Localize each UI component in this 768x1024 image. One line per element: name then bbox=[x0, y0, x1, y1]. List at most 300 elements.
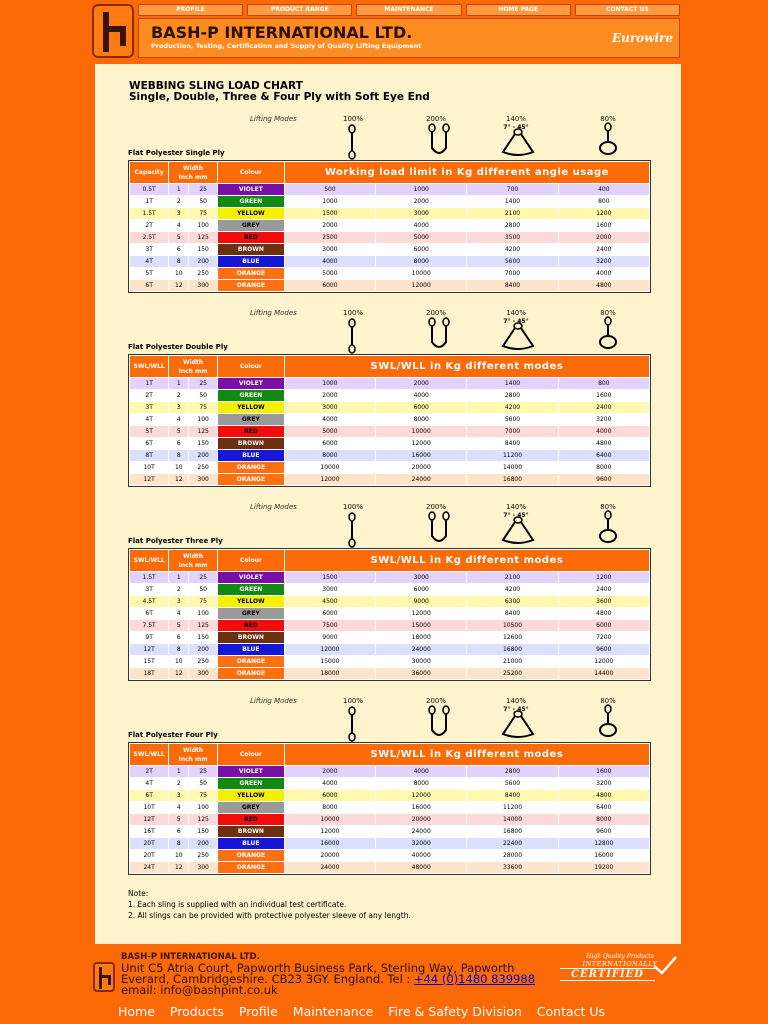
wll-cell: 8400 bbox=[467, 280, 557, 291]
top-nav bbox=[138, 4, 680, 16]
width-inch-cell: 10 bbox=[169, 268, 188, 279]
wll-cell: 12000 bbox=[285, 826, 375, 837]
nav-contact-us[interactable]: CONTACT US bbox=[575, 4, 680, 16]
cert-line-2: INTERNATIONALLY bbox=[582, 960, 658, 968]
table-row bbox=[130, 838, 649, 849]
wll-cell: 8000 bbox=[285, 450, 375, 461]
wll-cell: 1000 bbox=[285, 378, 375, 389]
table-row bbox=[130, 208, 649, 219]
width-header bbox=[169, 356, 217, 377]
width-mm-cell: 125 bbox=[189, 620, 217, 631]
width-inch-cell: 10 bbox=[169, 462, 188, 473]
colour-cell: ORANGE bbox=[218, 268, 284, 279]
width-mm-cell: 100 bbox=[189, 802, 217, 813]
width-inch-cell: 12 bbox=[169, 668, 188, 679]
wll-cell: 11200 bbox=[467, 450, 557, 461]
wll-cell: 4000 bbox=[559, 268, 649, 279]
wll-cell: 25200 bbox=[467, 668, 557, 679]
wll-cell: 3600 bbox=[559, 596, 649, 607]
capacity-cell: 2.5T bbox=[130, 232, 168, 243]
width-mm-cell: 50 bbox=[189, 778, 217, 789]
load-table bbox=[128, 354, 651, 487]
wll-cell: 1600 bbox=[559, 766, 649, 777]
eurowire-brand: Eurowire bbox=[611, 31, 673, 45]
page-subtitle: Single, Double, Three & Four Ply with Soft Eye End bbox=[129, 91, 430, 103]
mode-percent: 100% bbox=[342, 115, 363, 123]
colour-cell: RED bbox=[218, 426, 284, 437]
width-inch-cell: 2 bbox=[169, 584, 188, 595]
width-mm-cell: 100 bbox=[189, 608, 217, 619]
wll-header: SWL/WLL in Kg different modes bbox=[285, 550, 649, 571]
table-row bbox=[130, 814, 649, 825]
wll-cell: 12000 bbox=[285, 474, 375, 485]
capacity-cell: 20T bbox=[130, 838, 168, 849]
lifting-modes-label: Lifting Modes bbox=[250, 309, 297, 317]
width-mm-cell: 75 bbox=[189, 790, 217, 801]
table-row bbox=[130, 644, 649, 655]
capacity-cell: 4.5T bbox=[130, 596, 168, 607]
wll-cell: 15000 bbox=[376, 620, 466, 631]
wll-cell: 12000 bbox=[285, 644, 375, 655]
wll-cell: 24000 bbox=[376, 644, 466, 655]
capacity-cell: 12T bbox=[130, 474, 168, 485]
choke-lift-icon bbox=[596, 316, 620, 356]
nav-product-range[interactable]: PRODUCT RANGE bbox=[247, 4, 352, 16]
wll-cell: 4000 bbox=[559, 426, 649, 437]
wll-cell: 4800 bbox=[559, 280, 649, 291]
wll-cell: 5600 bbox=[467, 256, 557, 267]
inch-mm-label: Inch mm bbox=[178, 173, 208, 181]
page-title: WEBBING SLING LOAD CHART bbox=[129, 80, 303, 92]
table-row bbox=[130, 802, 649, 813]
width-mm-cell: 75 bbox=[189, 596, 217, 607]
width-inch-cell: 2 bbox=[169, 196, 188, 207]
colour-header: Colour bbox=[218, 744, 284, 765]
wll-cell: 1200 bbox=[559, 572, 649, 583]
nav-profile[interactable]: PROFILE bbox=[138, 4, 243, 16]
wll-cell: 10000 bbox=[376, 268, 466, 279]
colour-cell: BROWN bbox=[218, 826, 284, 837]
colour-cell: ORANGE bbox=[218, 668, 284, 679]
width-mm-cell: 250 bbox=[189, 268, 217, 279]
wll-cell: 22400 bbox=[467, 838, 557, 849]
wll-cell: 8000 bbox=[559, 814, 649, 825]
table-row bbox=[130, 244, 649, 255]
footer-nav bbox=[118, 1004, 605, 1019]
wll-cell: 5600 bbox=[467, 414, 557, 425]
wll-cell: 9600 bbox=[559, 474, 649, 485]
capacity-cell: 15T bbox=[130, 656, 168, 667]
table-row bbox=[130, 256, 649, 267]
colour-cell: GREEN bbox=[218, 778, 284, 789]
wll-cell: 7000 bbox=[467, 268, 557, 279]
wll-cell: 12000 bbox=[376, 280, 466, 291]
wll-cell: 18000 bbox=[376, 632, 466, 643]
wll-cell: 32000 bbox=[376, 838, 466, 849]
wll-cell: 16800 bbox=[467, 644, 557, 655]
width-header bbox=[169, 744, 217, 765]
colour-cell: GREY bbox=[218, 414, 284, 425]
wll-cell: 3000 bbox=[376, 208, 466, 219]
table-row bbox=[130, 862, 649, 873]
width-mm-cell: 125 bbox=[189, 426, 217, 437]
footer-address-text: Unit C5 Atria Court, Papworth Business Park, Sterling Way, Papworth Everard, Cambridgeshire. CB23 3GY. England. Tel : bbox=[121, 961, 515, 986]
angled-lift-icon bbox=[498, 128, 538, 162]
wll-cell: 2400 bbox=[559, 584, 649, 595]
wll-cell: 6000 bbox=[376, 402, 466, 413]
capacity-cell: 2T bbox=[130, 390, 168, 401]
footer-logo bbox=[93, 962, 115, 992]
wll-cell: 3000 bbox=[285, 402, 375, 413]
capacity-cell: 0.5T bbox=[130, 184, 168, 195]
colour-cell: BROWN bbox=[218, 632, 284, 643]
wll-cell: 1200 bbox=[559, 208, 649, 219]
wll-cell: 4200 bbox=[467, 402, 557, 413]
capacity-cell: 9T bbox=[130, 632, 168, 643]
wll-cell: 12000 bbox=[559, 656, 649, 667]
checkmark-icon bbox=[652, 955, 678, 975]
wll-header: SWL/WLL in Kg different modes bbox=[285, 356, 649, 377]
wll-cell: 36000 bbox=[376, 668, 466, 679]
width-inch-cell: 6 bbox=[169, 244, 188, 255]
wll-cell: 800 bbox=[559, 196, 649, 207]
wll-cell: 1500 bbox=[285, 572, 375, 583]
width-inch-cell: 4 bbox=[169, 608, 188, 619]
wll-cell: 8000 bbox=[559, 462, 649, 473]
mode-percent: 140% bbox=[505, 503, 526, 511]
wll-cell: 500 bbox=[285, 184, 375, 195]
wll-cell: 6000 bbox=[285, 438, 375, 449]
width-inch-cell: 12 bbox=[169, 474, 188, 485]
angle-range-label: 7° - 45° bbox=[503, 706, 529, 713]
width-mm-cell: 150 bbox=[189, 244, 217, 255]
table-row bbox=[130, 184, 649, 195]
nav-maintenance[interactable]: MAINTENANCE bbox=[356, 4, 461, 16]
angle-range-label: 7° - 45° bbox=[503, 318, 529, 325]
wll-cell: 4800 bbox=[559, 608, 649, 619]
angled-lift-icon bbox=[498, 516, 538, 550]
wll-cell: 4800 bbox=[559, 438, 649, 449]
load-table bbox=[128, 742, 651, 875]
width-inch-cell: 6 bbox=[169, 632, 188, 643]
width-inch-cell: 5 bbox=[169, 232, 188, 243]
wll-cell: 2800 bbox=[467, 766, 557, 777]
colour-cell: GREY bbox=[218, 608, 284, 619]
width-inch-cell: 3 bbox=[169, 402, 188, 413]
cert-line-1: High Quality Products bbox=[586, 953, 654, 960]
colour-cell: YELLOW bbox=[218, 790, 284, 801]
wll-cell: 4000 bbox=[376, 220, 466, 231]
company-tagline: Production, Testing, Certification and Supply of Quality Lifting Equipment bbox=[151, 42, 422, 50]
wll-cell: 11200 bbox=[467, 802, 557, 813]
width-inch-cell: 12 bbox=[169, 862, 188, 873]
table-row bbox=[130, 668, 649, 679]
colour-cell: RED bbox=[218, 814, 284, 825]
width-inch-cell: 5 bbox=[169, 426, 188, 437]
wll-cell: 5000 bbox=[376, 232, 466, 243]
wll-cell: 800 bbox=[559, 378, 649, 389]
wll-cell: 2000 bbox=[559, 232, 649, 243]
width-inch-cell: 10 bbox=[169, 656, 188, 667]
table-row bbox=[130, 390, 649, 401]
lifting-modes-label: Lifting Modes bbox=[250, 503, 297, 511]
width-mm-cell: 75 bbox=[189, 402, 217, 413]
wll-cell: 5600 bbox=[467, 778, 557, 789]
wll-cell: 5000 bbox=[285, 426, 375, 437]
footer-link-products[interactable]: Products bbox=[169, 1004, 224, 1019]
table-header-row bbox=[130, 162, 649, 183]
capacity-cell: 1.5T bbox=[130, 208, 168, 219]
wll-cell: 12000 bbox=[376, 438, 466, 449]
width-mm-cell: 125 bbox=[189, 814, 217, 825]
capacity-cell: 5T bbox=[130, 426, 168, 437]
section-title: Flat Polyester Three Ply bbox=[128, 537, 223, 545]
footer-email: email: info@bashpint.co.uk bbox=[121, 983, 278, 997]
colour-header: Colour bbox=[218, 162, 284, 183]
width-mm-cell: 150 bbox=[189, 826, 217, 837]
table-row bbox=[130, 584, 649, 595]
wll-cell: 24000 bbox=[285, 862, 375, 873]
wll-cell: 15000 bbox=[285, 656, 375, 667]
wll-cell: 9600 bbox=[559, 644, 649, 655]
choke-lift-icon bbox=[596, 704, 620, 744]
width-label: Width bbox=[183, 552, 204, 560]
wll-cell: 4800 bbox=[559, 790, 649, 801]
colour-cell: ORANGE bbox=[218, 862, 284, 873]
vertical-lift-icon bbox=[341, 318, 363, 358]
choke-lift-icon bbox=[596, 122, 620, 162]
width-mm-cell: 200 bbox=[189, 450, 217, 461]
colour-cell: YELLOW bbox=[218, 596, 284, 607]
width-mm-cell: 25 bbox=[189, 766, 217, 777]
wll-cell: 1500 bbox=[285, 208, 375, 219]
width-label: Width bbox=[183, 746, 204, 754]
mode-percent: 140% bbox=[505, 115, 526, 123]
width-inch-cell: 1 bbox=[169, 184, 188, 195]
footer-link-home[interactable]: Home bbox=[118, 1004, 155, 1019]
width-inch-cell: 1 bbox=[169, 766, 188, 777]
wll-cell: 10000 bbox=[285, 814, 375, 825]
wll-cell: 2500 bbox=[285, 232, 375, 243]
width-mm-cell: 125 bbox=[189, 232, 217, 243]
wll-cell: 2000 bbox=[376, 196, 466, 207]
angle-range-label: 7° - 45° bbox=[503, 124, 529, 131]
colour-cell: VIOLET bbox=[218, 766, 284, 777]
wll-cell: 2000 bbox=[285, 390, 375, 401]
wll-cell: 28000 bbox=[467, 850, 557, 861]
capacity-cell: 2T bbox=[130, 220, 168, 231]
section-title: Flat Polyester Single Ply bbox=[128, 149, 225, 157]
width-mm-cell: 200 bbox=[189, 838, 217, 849]
width-inch-cell: 12 bbox=[169, 280, 188, 291]
table-row bbox=[130, 232, 649, 243]
wll-cell: 2100 bbox=[467, 572, 557, 583]
nav-home-page[interactable]: HOME PAGE bbox=[466, 4, 571, 16]
colour-cell: RED bbox=[218, 620, 284, 631]
wll-cell: 10000 bbox=[376, 426, 466, 437]
section-title: Flat Polyester Double Ply bbox=[128, 343, 228, 351]
colour-cell: GREY bbox=[218, 220, 284, 231]
basket-lift-icon bbox=[424, 510, 454, 550]
footer-link-profile[interactable]: Profile bbox=[238, 1004, 278, 1019]
wll-cell: 9600 bbox=[559, 826, 649, 837]
wll-cell: 48000 bbox=[376, 862, 466, 873]
table-row bbox=[130, 450, 649, 461]
width-inch-cell: 6 bbox=[169, 438, 188, 449]
mode-percent: 80% bbox=[600, 115, 616, 123]
mode-percent: 140% bbox=[505, 697, 526, 705]
wll-cell: 4000 bbox=[376, 390, 466, 401]
wll-cell: 12800 bbox=[559, 838, 649, 849]
colour-cell: GREEN bbox=[218, 584, 284, 595]
capacity-header: SWL/WLL bbox=[130, 356, 168, 377]
width-inch-cell: 1 bbox=[169, 572, 188, 583]
width-label: Width bbox=[183, 358, 204, 366]
basket-lift-icon bbox=[424, 316, 454, 356]
wll-cell: 1400 bbox=[467, 378, 557, 389]
colour-cell: VIOLET bbox=[218, 572, 284, 583]
wll-cell: 10500 bbox=[467, 620, 557, 631]
wll-cell: 8000 bbox=[285, 802, 375, 813]
capacity-cell: 24T bbox=[130, 862, 168, 873]
mode-percent: 100% bbox=[342, 697, 363, 705]
wll-cell: 7000 bbox=[467, 426, 557, 437]
colour-cell: BROWN bbox=[218, 438, 284, 449]
colour-cell: YELLOW bbox=[218, 208, 284, 219]
wll-cell: 4500 bbox=[285, 596, 375, 607]
wll-cell: 4000 bbox=[285, 778, 375, 789]
capacity-cell: 3T bbox=[130, 402, 168, 413]
wll-cell: 12600 bbox=[467, 632, 557, 643]
wll-cell: 3000 bbox=[285, 244, 375, 255]
wll-cell: 4200 bbox=[467, 244, 557, 255]
wll-cell: 5000 bbox=[285, 268, 375, 279]
footer-address bbox=[121, 963, 541, 996]
table-row bbox=[130, 280, 649, 291]
table-row bbox=[130, 656, 649, 667]
width-header bbox=[169, 162, 217, 183]
wll-cell: 6000 bbox=[559, 620, 649, 631]
wll-cell: 1600 bbox=[559, 390, 649, 401]
table-row bbox=[130, 402, 649, 413]
colour-cell: BLUE bbox=[218, 450, 284, 461]
angled-lift-icon bbox=[498, 322, 538, 356]
wll-cell: 3200 bbox=[559, 778, 649, 789]
lifting-modes-label: Lifting Modes bbox=[250, 697, 297, 705]
vertical-lift-icon bbox=[341, 124, 363, 164]
table-header-row bbox=[130, 744, 649, 765]
width-mm-cell: 300 bbox=[189, 862, 217, 873]
width-inch-cell: 2 bbox=[169, 778, 188, 789]
colour-cell: VIOLET bbox=[218, 378, 284, 389]
wll-cell: 9000 bbox=[285, 632, 375, 643]
colour-cell: YELLOW bbox=[218, 402, 284, 413]
note-2: 2. All slings can be provided with protective polyester sleeve of any length. bbox=[128, 911, 411, 920]
wll-cell: 1600 bbox=[559, 220, 649, 231]
capacity-cell: 10T bbox=[130, 462, 168, 473]
capacity-cell: 6T bbox=[130, 608, 168, 619]
load-table bbox=[128, 548, 651, 681]
choke-lift-icon bbox=[596, 510, 620, 550]
cert-line-3: CERTIFIED bbox=[560, 968, 655, 981]
wll-cell: 16000 bbox=[559, 850, 649, 861]
lifting-modes-label: Lifting Modes bbox=[250, 115, 297, 123]
capacity-cell: 4T bbox=[130, 414, 168, 425]
note-heading: Note: bbox=[128, 889, 149, 898]
width-mm-cell: 250 bbox=[189, 462, 217, 473]
wll-cell: 20000 bbox=[285, 850, 375, 861]
wll-cell: 16800 bbox=[467, 826, 557, 837]
footer-link-maintenance[interactable]: Maintenance bbox=[292, 1004, 374, 1019]
colour-cell: ORANGE bbox=[218, 656, 284, 667]
mode-percent: 80% bbox=[600, 697, 616, 705]
wll-cell: 6000 bbox=[376, 244, 466, 255]
width-mm-cell: 50 bbox=[189, 390, 217, 401]
wll-cell: 4000 bbox=[285, 414, 375, 425]
mode-percent: 100% bbox=[342, 309, 363, 317]
width-inch-cell: 8 bbox=[169, 644, 188, 655]
load-table bbox=[128, 160, 651, 293]
width-inch-cell: 8 bbox=[169, 256, 188, 267]
wll-cell: 6000 bbox=[285, 608, 375, 619]
colour-cell: GREY bbox=[218, 802, 284, 813]
colour-cell: ORANGE bbox=[218, 474, 284, 485]
capacity-cell: 10T bbox=[130, 802, 168, 813]
footer-link-fire-safety[interactable]: Fire & Safety Division bbox=[388, 1004, 522, 1019]
colour-cell: BLUE bbox=[218, 838, 284, 849]
width-inch-cell: 5 bbox=[169, 620, 188, 631]
wll-cell: 14000 bbox=[467, 814, 557, 825]
wll-cell: 9000 bbox=[376, 596, 466, 607]
footer-tel-link[interactable]: +44 (0)1480 839988 bbox=[413, 972, 536, 986]
wll-header: Working load limit in Kg different angle usage bbox=[285, 162, 649, 183]
width-mm-cell: 300 bbox=[189, 280, 217, 291]
footer-link-contact-us[interactable]: Contact Us bbox=[536, 1004, 606, 1019]
capacity-cell: 1T bbox=[130, 378, 168, 389]
colour-cell: GREEN bbox=[218, 196, 284, 207]
width-inch-cell: 5 bbox=[169, 814, 188, 825]
colour-cell: ORANGE bbox=[218, 280, 284, 291]
table-row bbox=[130, 632, 649, 643]
wll-cell: 3200 bbox=[559, 414, 649, 425]
table-row bbox=[130, 620, 649, 631]
colour-cell: BLUE bbox=[218, 256, 284, 267]
footer-company-name: BASH-P INTERNATIONAL LTD. bbox=[121, 952, 260, 962]
wll-cell: 8400 bbox=[467, 790, 557, 801]
table-row bbox=[130, 608, 649, 619]
width-inch-cell: 3 bbox=[169, 596, 188, 607]
wll-cell: 2000 bbox=[285, 220, 375, 231]
mode-percent: 80% bbox=[600, 503, 616, 511]
mode-percent: 140% bbox=[505, 309, 526, 317]
wll-cell: 14000 bbox=[467, 462, 557, 473]
mode-percent: 100% bbox=[342, 503, 363, 511]
table-row bbox=[130, 414, 649, 425]
wll-cell: 8400 bbox=[467, 438, 557, 449]
width-inch-cell: 8 bbox=[169, 450, 188, 461]
colour-cell: BROWN bbox=[218, 244, 284, 255]
wll-cell: 3500 bbox=[467, 232, 557, 243]
capacity-cell: 3T bbox=[130, 244, 168, 255]
capacity-cell: 6T bbox=[130, 438, 168, 449]
capacity-cell: 12T bbox=[130, 644, 168, 655]
wll-cell: 10000 bbox=[285, 462, 375, 473]
wll-cell: 2400 bbox=[559, 244, 649, 255]
mode-percent: 200% bbox=[425, 503, 446, 511]
capacity-cell: 4T bbox=[130, 778, 168, 789]
width-mm-cell: 25 bbox=[189, 184, 217, 195]
width-mm-cell: 300 bbox=[189, 668, 217, 679]
